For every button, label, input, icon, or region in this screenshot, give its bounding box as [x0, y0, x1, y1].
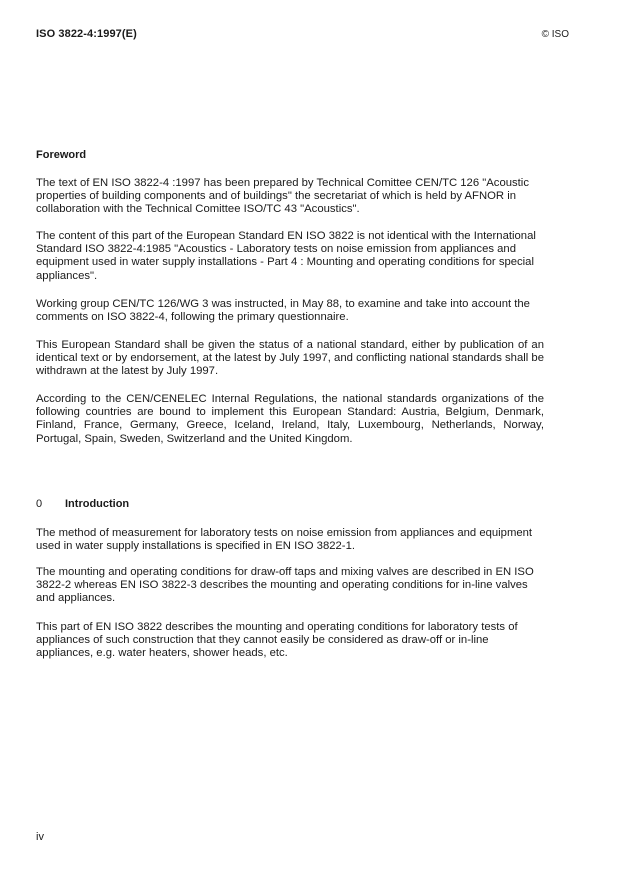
foreword-heading: Foreword	[36, 149, 87, 161]
introduction-paragraph-3: This part of EN ISO 3822 describes the mounting and operating conditions for laboratory tests of appliances of such construction that they cannot easily be considered as draw-off or in-line appliances, e.g. water heaters, shower heads, etc.	[36, 621, 518, 660]
foreword-paragraph-3: Working group CEN/TC 126/WG 3 was instructed, in May 88, to examine and take into account the comments on ISO 3822-4, following the primary questionnaire.	[36, 298, 530, 324]
document-identifier: ISO 3822-4:1997(E)	[36, 28, 137, 40]
page-number: iv	[36, 831, 44, 843]
introduction-title: Introduction	[65, 498, 130, 510]
foreword-paragraph-5: According to the CEN/CENELEC Internal Regulations, the national standards organizations of the following countries are bound to implement this European Standard: Austria, Belgium, Denmark, Finland, France, Germany, Greece, Iceland, Ireland, Italy, Luxembourg, Netherlands, Norway, Portugal, Spain, Sweden, Switzerland and the United Kingdom.	[36, 393, 544, 445]
introduction-paragraph-2: The mounting and operating conditions for draw-off taps and mixing valves are described in EN ISO 3822-2 whereas EN ISO 3822-3 describes the mounting and operating conditions for in-line valves and appliances.	[36, 566, 534, 605]
foreword-paragraph-2: The content of this part of the European Standard EN ISO 3822 is not identical with the International Standard ISO 3822-4:1985 "Acoustics - Laboratory tests on noise emission from appliances and equipment used in water supply installations - Part 4 : Mounting and operating conditions for special appliances".	[36, 230, 536, 282]
introduction-paragraph-1: The method of measurement for laboratory tests on noise emission from appliances and equipment used in water supply installations is specified in EN ISO 3822-1.	[36, 527, 533, 553]
copyright-notice: © ISO	[541, 29, 569, 40]
foreword-paragraph-1: The text of EN ISO 3822-4 :1997 has been prepared by Technical Comittee CEN/TC 126 "Acoustic properties of building components and of buildings" the secretariat of which is held by AFNOR in collaboration with the Technical Comittee ISO/TC 43 "Acoustics".	[36, 177, 529, 216]
introduction-number: 0	[36, 498, 43, 510]
foreword-paragraph-4: This European Standard shall be given the status of a national standard, either by publication of an identical text or by endorsement, at the latest by July 1997, and conflicting national standards shall be withdrawn at the latest by July 1997.	[36, 339, 544, 378]
introduction-heading	[36, 498, 129, 510]
